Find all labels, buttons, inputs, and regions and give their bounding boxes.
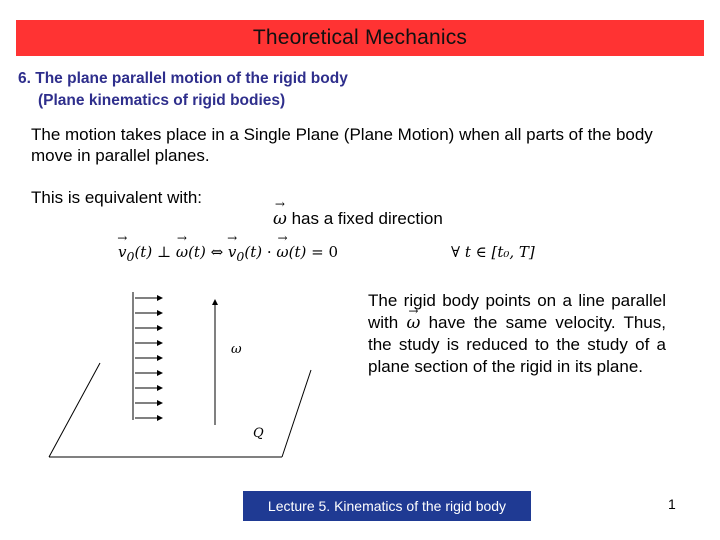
omega-arg: (t) [188, 243, 206, 261]
omega-arg-b: (t) [288, 243, 307, 261]
page-number: 1 [668, 496, 676, 512]
omega-fixed-text: has a fixed direction [286, 209, 443, 228]
velocity-arrows [135, 298, 162, 418]
explanation-part-1: The rigid body points on a line parallel with [368, 291, 666, 332]
omega-symbol-b: → ω [276, 243, 288, 261]
footer-lecture-box [243, 491, 531, 521]
v0-symbol: → v [118, 243, 126, 261]
plane-right-edge [282, 370, 311, 457]
iff-symbol: ⇔ [205, 243, 228, 261]
plane-label: Q [253, 426, 264, 441]
omega-symbol-2: → ω [176, 243, 188, 261]
v0-arg: (t) [134, 243, 153, 261]
v0-subscript-b: 0 [236, 249, 245, 264]
footer-text: Lecture 5. Kinematics of the rigid body [267, 498, 507, 514]
v0-symbol-b: → v [228, 243, 236, 261]
explanation-part-2: have the same velocity. Thus, the study is reduced to the study of a plane section of the rigid in its plane. [368, 313, 666, 376]
perp-symbol: ⊥ [152, 243, 176, 261]
slide-title: Theoretical Mechanics [252, 26, 468, 49]
heading-line-1: 6. The plane parallel motion of the rigid body [18, 70, 348, 87]
omega-symbol: → ω [273, 209, 287, 229]
for-all-formula: ∀ t ∈ [t₀, T] [451, 243, 535, 261]
plane-left-edge [49, 363, 100, 457]
dot-symbol: · [262, 243, 277, 261]
omega-axis-label: ω [231, 342, 242, 357]
intro-paragraph: The motion takes place in a Single Plane (Plane Motion) when all parts of the body move in parallel planes. [31, 125, 653, 165]
equals-zero: = 0 [306, 243, 339, 261]
v0-arg-b: (t) [244, 243, 263, 261]
explanation-omega: → ω [406, 312, 420, 334]
plane-q [49, 363, 311, 457]
heading-line-2: (Plane kinematics of rigid bodies) [38, 92, 286, 109]
equivalent-label: This is equivalent with: [31, 188, 203, 207]
v0-subscript: 0 [126, 249, 135, 264]
